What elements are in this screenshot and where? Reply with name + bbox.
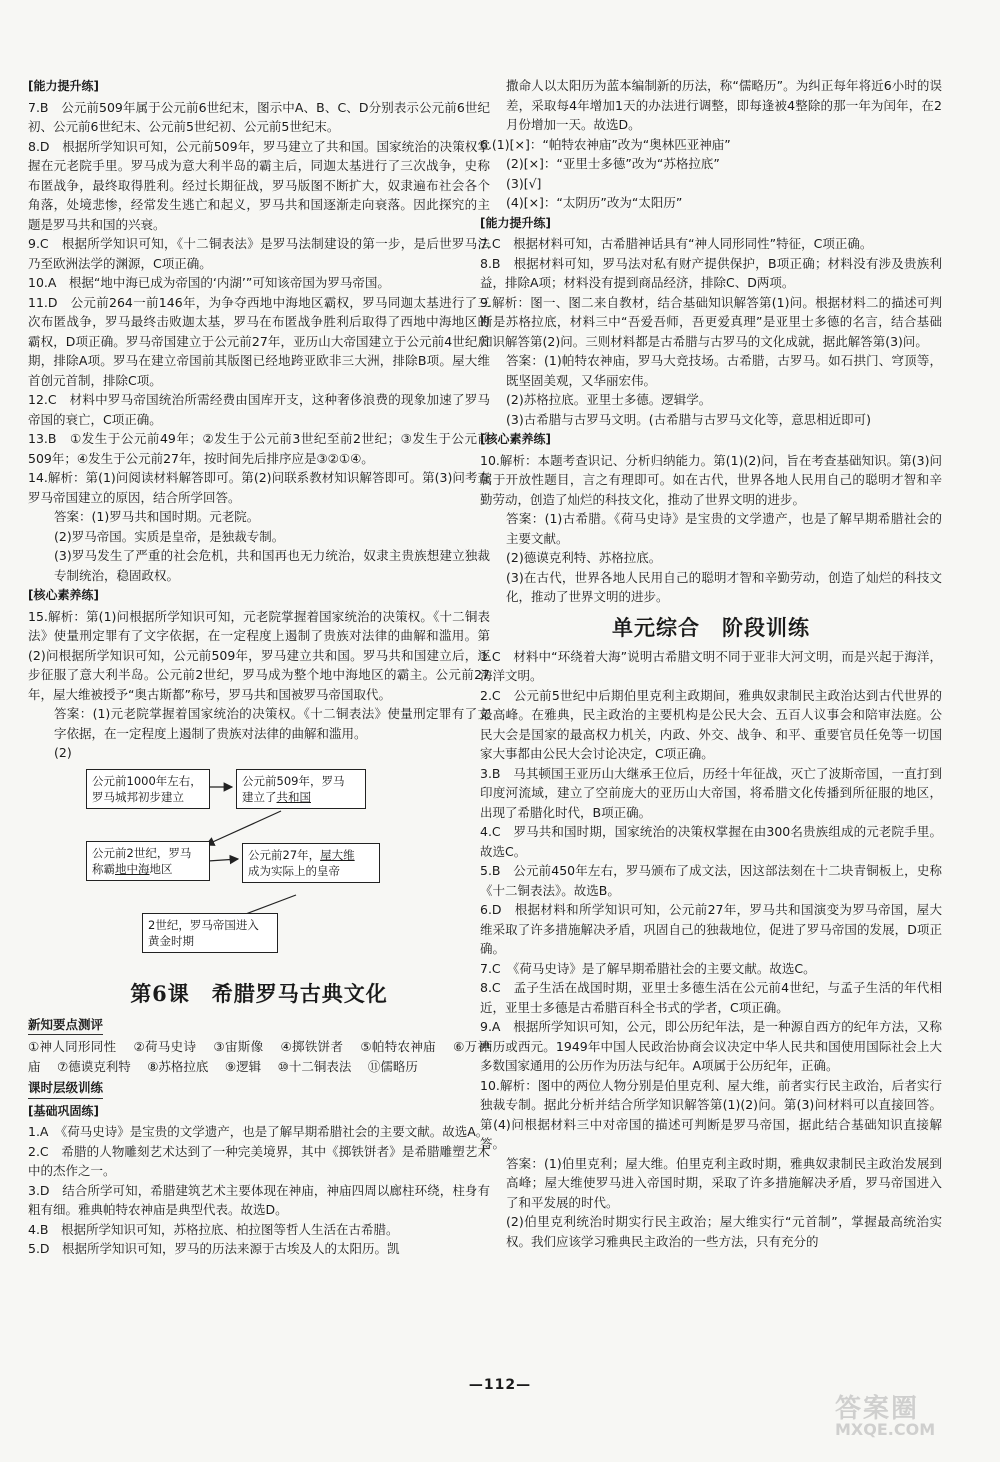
lesson6-answer-2: 2.C 希腊的人物雕刻艺术达到了一种完美境界，其中《掷铁饼者》是希腊雕塑艺术中的杰作之一。: [28, 1143, 490, 1178]
unit-answer-10-part2: (2)伯里克利统治时期实行民主政治；屋大维实行“元首制”，掌握最高统治实权。我们应该学习雅典民主政治的一些方法，只有充分的: [506, 1214, 942, 1249]
key-point: ⑪儒略历: [367, 1058, 418, 1074]
tag-new-knowledge: 新知要点测评: [28, 1015, 103, 1036]
diagram-text: 公元前1000年左右，: [92, 773, 202, 788]
lesson6-answer-4: 4.B 根据所学知识可知，苏格拉底、柏拉图等哲人生活在古希腊。: [28, 1221, 399, 1237]
answer-14-analysis: 14.解析：第(1)问阅读材料解答即可。第(2)问联系教材知识解答即可。第(3)问考查罗马帝国建立的原因，结合所学回答。: [28, 470, 490, 505]
lesson6-answer-8: 8.B 根据材料可知，罗马法对私有财产提供保护，B项正确；材料没有涉及贵族利益，排除A项；材料没有提到商品经济，排除C、D两项。: [480, 255, 942, 290]
diagram-text: 成为实际上的皇帝: [248, 863, 340, 878]
answer-14-answer: 答案：(1)罗马共和国时期。元老院。: [54, 509, 260, 524]
timeline-diagram: [56, 763, 490, 973]
lesson6-answer-1: 1.A 《荷马史诗》是宝贵的文学遗产，也是了解早期希腊社会的主要文献。故选A。: [28, 1124, 489, 1139]
right-column: [480, 76, 942, 1251]
arrow-3: [208, 859, 238, 861]
key-point: ⑥万神庙: [28, 1039, 490, 1074]
answer-15-analysis: 15.解析：第(1)问根据所学知识可知，元老院掌握着国家统治的决策权。《十二铜表法》使量刑定罪有了文字依据，在一定程度上遏制了贵族对法律的曲解和滥用。第(2)问根据所学知识可知，公元前509年，罗马建立共和国。罗马共和国建立后，逐步征服了意大利半岛。公元前2世纪，罗马成为整个地中海地区的霸主。公元前27年，屋大维被授予“奥古斯都”称号，罗马共和国被罗马帝国取代。: [28, 608, 490, 702]
tag-training: 课时层级训练: [28, 1078, 103, 1099]
unit-answer-9: 9.A 根据所学知识可知，公元，即公历纪年法，是一种源自西方的纪年方法，又称西历或西元。1949年中国人民政治协商会议决定中华人民共和国使用国际社会上大多数国家通用的公历作为历法与纪年。A项属于公历纪年，正确。: [480, 1019, 942, 1073]
diagram-answer: 屋大维: [320, 847, 355, 862]
unit-title: 单元综合 阶段训练: [612, 614, 810, 640]
diagram-text: 公元前2世纪，罗马: [92, 845, 192, 860]
answer-8: 8.D 根据所学知识可知，公元前509年，罗马建立了共和国。国家统治的决策权掌握在元老院手里。罗马成为意大利半岛的霸主后，同迦太基进行了三次战争，史称布匿战争，最终取得胜利。经过长期征战，罗马版图不断扩大，奴隶遍布社会各个角落，处境悲惨，经常发生逃亡和起义，罗马共和国逐渐走向衰落。因此探究的主题是罗马共和国的兴衰。: [28, 138, 490, 232]
answer-11: 11.D 公元前264一前146年，为争夺西地中海地区霸权，罗马同迦太基进行了三次布匿战争，罗马最终击败迦太基，罗马在布匿战争胜利后取得了西地中海地区的霸权，D项正确。罗马帝国建立于公元前27年，亚历山大帝国建立于公元前4世纪后期，排除A项。罗马在建立帝国前其版图已经地跨亚欧非三大洲，排除B项。屋大维首创元首制，排除C项。: [28, 294, 490, 388]
answer-14-part2: (2)罗马帝国。实质是皇帝，是独裁专制。: [54, 528, 285, 544]
key-point: ⑦德谟克利特: [57, 1058, 131, 1074]
unit-answer-10-answer: 答案：(1)伯里克利；屋大维。伯里克利主政时期，雅典奴隶制民主政治发展到高峰；屋大维使罗马进入帝国时期，采取了许多措施解决矛盾，罗马帝国进入了和平发展的时代。: [506, 1155, 942, 1210]
unit-answer-6: 6.D 根据材料和所学知识可知，公元前27年，罗马共和国演变为罗马帝国，屋大维采取了许多措施解决矛盾，巩固自己的独裁地位，促进了罗马帝国的发展，D项正确。: [480, 902, 942, 956]
lesson6-answer-10-answer: 答案：(1)古希腊。《荷马史诗》是宝贵的文学遗产，也是了解早期希腊社会的主要文献。: [506, 511, 942, 546]
answer-9: 9.C 根据所学知识可知，《十二铜表法》是罗马法制建设的第一步，是后世罗马法乃至欧洲法学的渊源，C项正确。: [28, 236, 490, 271]
answer-13: 13.B ①发生于公元前49年；②发生于公元前3世纪至前2世纪；③发生于公元前509年；④发生于公元前27年，按时间先后排序应是③②①④。: [28, 431, 490, 466]
section-core-2: [核心素养练]: [480, 432, 551, 446]
key-point: ⑤帕特农神庙: [360, 1039, 436, 1054]
section-ability-2: [能力提升练]: [480, 215, 551, 230]
lesson6-answer-9-part2: (2)苏格拉底。亚里士多德。逻辑学。: [506, 392, 712, 407]
unit-answer-3: 3.B 马其顿国王亚历山大继承王位后，历经十年征战，灭亡了波斯帝国，一直打到印度河流域，建立了空前庞大的亚历山大帝国，将希腊文化传播到所征服的地区，出现了希腊化时代，B项正确。: [480, 765, 942, 820]
lesson6-answer-9-answer: 答案：(1)帕特农神庙，罗马大竞技场。古希腊，古罗马。如石拱门、穹顶等，既坚固美观，又华丽宏伟。: [506, 353, 942, 388]
key-point: ⑧苏格拉底: [147, 1058, 209, 1074]
key-points: [28, 1037, 490, 1076]
section-basic: [基础巩固练]: [28, 1103, 99, 1118]
diagram-text: 公元前509年，罗马: [242, 773, 345, 788]
diagram-text: 建立了: [242, 789, 277, 804]
diagram-box-2nd-century-bc: [86, 841, 210, 881]
section-core: [核心素养练]: [28, 588, 99, 602]
lesson6-answer-10-part2: (2)德谟克利特、苏格拉底。: [506, 550, 662, 565]
diagram-text: 称霸: [92, 861, 115, 876]
watermark-logo: 答案圈: [835, 1394, 920, 1424]
diagram-box-27bc: [242, 843, 380, 883]
unit-answer-1: 1.C 材料中“环绕着大海”说明古希腊文明不同于亚非大河文明，而是兴起于海洋，海洋文明。: [480, 648, 942, 683]
watermark-url: MXQE.COM: [835, 1419, 936, 1439]
diagram-answer: 共和国: [276, 789, 311, 804]
lesson6-answer-6-1: 6.(1)[×]：“帕特农神庙”改为“奥林匹亚神庙”: [480, 136, 731, 152]
unit-answer-10-analysis: 10.解析：图中的两位人物分别是伯里克利、屋大维，前者实行民主政治，后者实行独裁专制。据此分析并结合所学知识解答第(1)(2)问。第(3)问材料可以直接回答。第(4)问根据材料三中对帝国的描述可判断是罗马帝国，据此结合基础知识直接解答。: [480, 1077, 942, 1151]
diagram-box-1000bc: [86, 769, 210, 809]
answer-12: 12.C 材料中罗马帝国统治所需经费由国库开支，这种奢侈浪费的现象加速了罗马帝国的衰亡，C项正确。: [28, 392, 490, 427]
lesson6-answer-6-4: (4)[×]：“太阴历”改为“太阳历”: [506, 195, 683, 210]
lesson-title: 第6课 希腊罗马古典文化: [130, 980, 388, 1006]
answer-10: 10.A 根据“地中海已成为帝国的‘内湖’”可知该帝国为罗马帝国。: [28, 275, 390, 290]
diagram-text: 地区: [149, 861, 173, 876]
page-number: —112—: [468, 1377, 532, 1393]
answer-14-part3: (3)罗马发生了严重的社会危机，共和国再也无力统治，奴隶主贵族想建立独裁专制统治，稳固政权。: [54, 548, 490, 583]
arrow-2: [206, 811, 281, 845]
lesson6-answer-7: 7.C 根据材料可知，古希腊神话具有“神人同形同性”特征，C项正确。: [480, 236, 873, 251]
watermark: [835, 1394, 985, 1458]
diagram-text: 罗马城邦初步建立: [92, 789, 184, 804]
key-point: ①神人同形同性: [28, 1039, 117, 1054]
unit-answer-8: 8.C 孟子生活在战国时期，亚里士多德生活在公元前4世纪，与孟子生活的年代相近，亚里士多德是古希腊百科全书式的学者，C项正确。: [480, 980, 942, 1015]
answer-7: 7.B 公元前509年属于公元前6世纪末，图示中A、B、C、D分别表示公元前6世纪初、公元前6世纪末、公元前5世纪初、公元前5世纪末。: [28, 99, 490, 134]
lesson6-answer-6-2: (2)[×]：“亚里士多德”改为“苏格拉底”: [506, 156, 720, 171]
lesson6-answer-9-analysis: 9.解析：图一、图二来自教材，结合基础知识解答第(1)问。根据材料二的描述可判断是苏格拉底，材料三中“吾爱吾师，吾更爱真理”是亚里士多德的名言，结合基础知识解答第(2)问。三则材料都是古希腊与古罗马的文化成就，据此解答第(3)问。: [480, 294, 942, 349]
left-column: [28, 76, 490, 1259]
lesson6-answer-9-part3: (3)古希腊与古罗马文明。(古希腊与古罗马文化等，意思相近即可): [506, 411, 871, 427]
answer-15-answer: 答案：(1)元老院掌握着国家统治的决策权。《十二铜表法》使量刑定罪有了文字依据，在一定程度上遏制了贵族对法律的曲解和滥用。: [54, 706, 490, 741]
diagram-box-509bc: [236, 769, 366, 809]
unit-answer-5: 5.B 公元前450年左右，罗马颁布了成文法，因这部法刻在十二块青铜板上，史称《十二铜表法》。故选B。: [480, 863, 942, 898]
key-point: ⑨逻辑: [224, 1058, 262, 1074]
diagram-box-2nd-century: [142, 913, 278, 953]
lesson6-answer-10-part3: (3)在古代，世界各地人民用自己的聪明才智和辛勤劳动，创造了灿烂的科技文化，推动了世界文明的进步。: [506, 569, 942, 604]
key-point: ⑩十二铜表法: [277, 1058, 352, 1074]
diagram-text: 公元前27年，: [248, 847, 321, 862]
diagram-answer: 地中海: [115, 861, 150, 876]
section-ability: [能力提升练]: [28, 79, 99, 93]
unit-answer-7: 7.C 《荷马史诗》是了解早期希腊社会的主要文献。故选C。: [480, 960, 816, 976]
diagram-text: 2世纪，罗马帝国进入: [148, 917, 259, 932]
key-point: ③宙斯像: [213, 1039, 264, 1054]
lesson6-answer-5: 5.D 根据所学知识可知，罗马的历法来源于古埃及人的太阳历。凯: [28, 1241, 400, 1256]
key-point: ④掷铁饼者: [280, 1039, 344, 1054]
lesson6-answer-5-cont: 撒命人以太阳历为蓝本编制新的历法，称“儒略历”。为纠正每年将近6小时的误差，采取每4年增加1天的办法进行调整，即每逢被4整除的那一年为闰年，在2月份增加一天。故选D。: [506, 78, 942, 132]
diagram-text: 黄金时期: [148, 933, 194, 948]
lesson6-answer-6-3: (3)[√]: [506, 175, 542, 191]
unit-answer-4: 4.C 罗马共和国时期，国家统治的决策权掌握在由300名贵族组成的元老院手里。故选C。: [480, 824, 942, 859]
lesson6-answer-10-analysis: 10.解析：本题考查识记、分析归纳能力。第(1)(2)问，旨在考查基础知识。第(3)问属于开放性题目，言之有理即可。如在古代，世界各地人民用自己的聪明才智和辛勤劳动，创造了灿烂的科技文化，推动了世界文明的进步。: [480, 452, 942, 507]
answer-15-part2: (2): [54, 745, 72, 760]
unit-answer-2: 2.C 公元前5世纪中后期伯里克利主政期间，雅典奴隶制民主政治达到古代世界的最高峰。在雅典，民主政治的主要机构是公民大会、五百人议事会和陪审法庭。公民大会是国家的最高权力机关，内政、外交、战争、和平、重要官员任免等一切国家大事都由公民大会讨论决定，C项正确。: [480, 687, 942, 761]
lesson6-answer-3: 3.D 结合所学可知，希腊建筑艺术主要体现在神庙，神庙四周以廊柱环绕，柱身有粗有细。雅典帕特农神庙是典型代表。故选D。: [28, 1182, 490, 1217]
key-point: ②荷马史诗: [133, 1039, 197, 1054]
